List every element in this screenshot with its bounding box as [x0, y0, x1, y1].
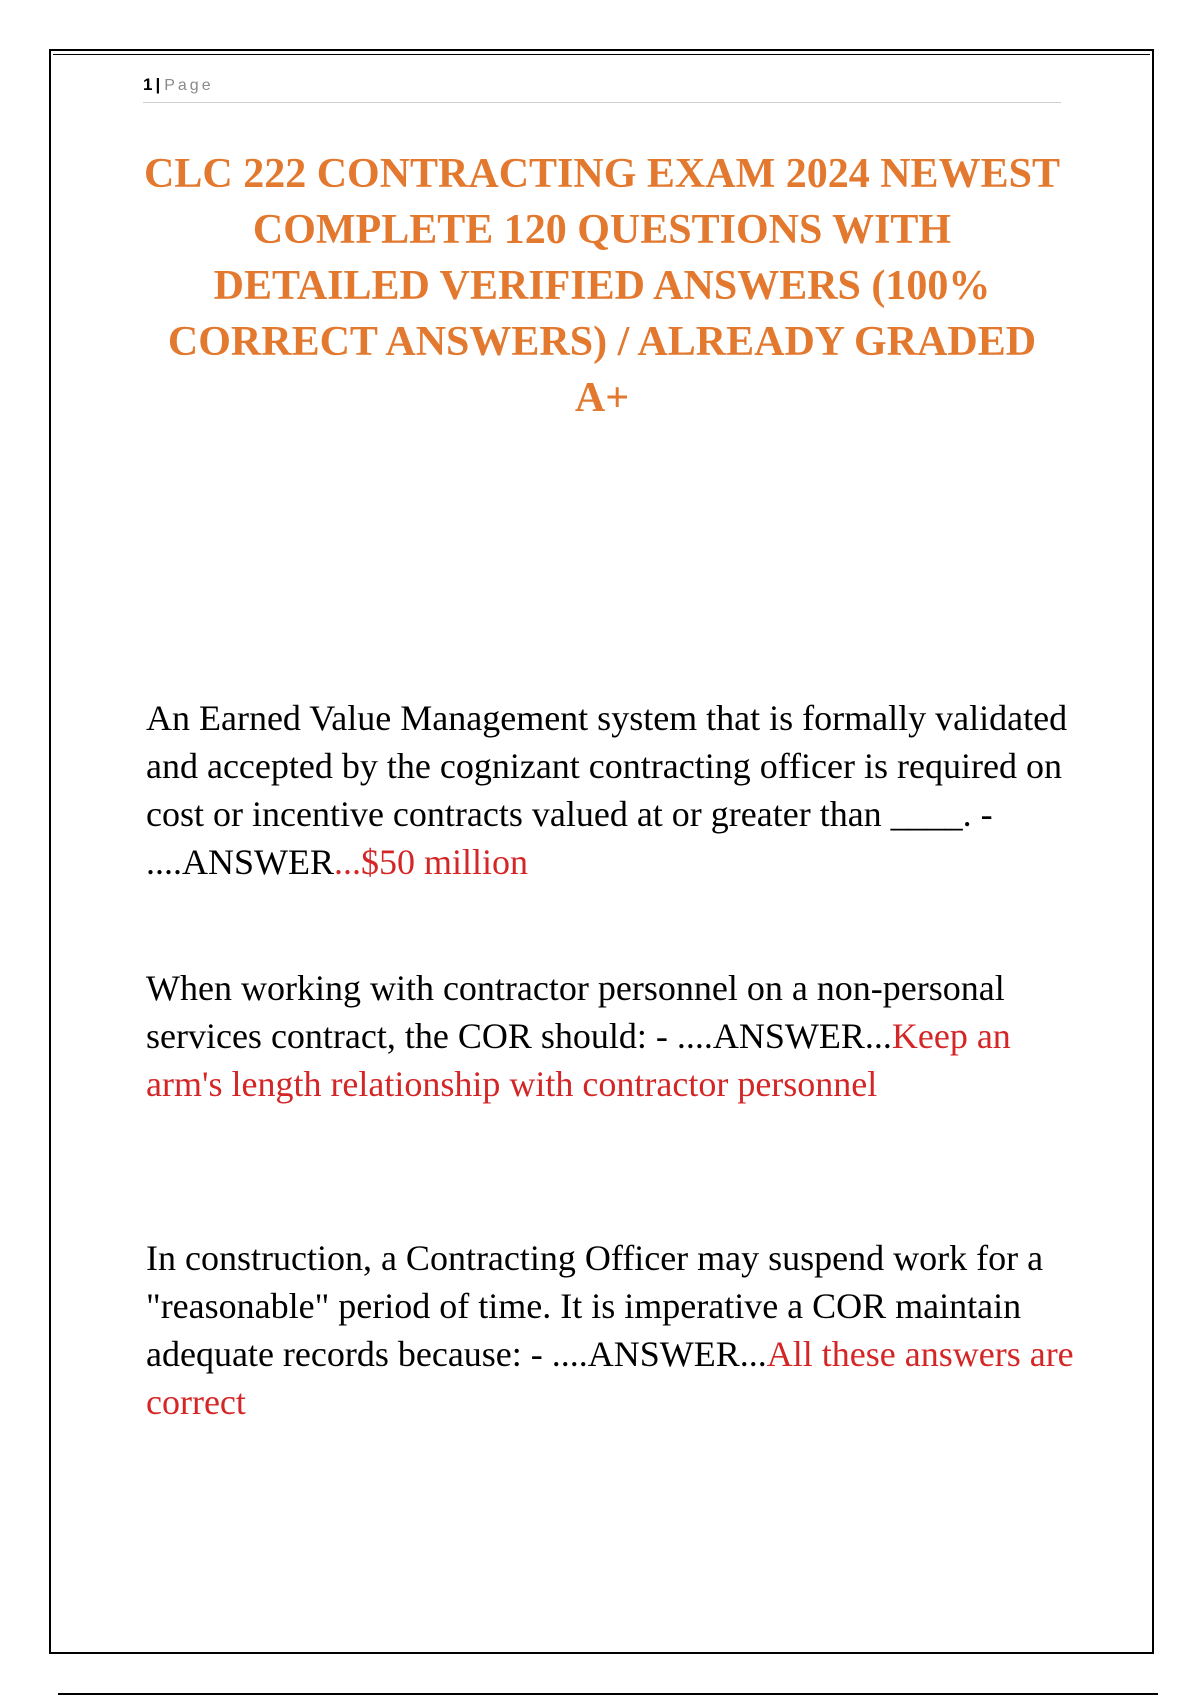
page-number: 1 [143, 75, 153, 94]
next-page-top-border [58, 1693, 1158, 1695]
question-block-2 [146, 964, 1076, 1108]
question-block-3 [146, 1234, 1076, 1426]
answer-text: Keep an arm's length relationship with contractor personnel [146, 1016, 1011, 1104]
page-separator: | [155, 75, 161, 94]
question-text: In construction, a Contracting Officer may suspend work for a "reasonable" period of time. It is imperative a COR maintain adequate records because: - ....ANSWER... [146, 1238, 1044, 1374]
question-text: When working with contractor personnel on a non-personal services contract, the COR should: - ....ANSWER... [146, 968, 1005, 1056]
question-text: An Earned Value Management system that is formally validated and accepted by the cognizant contracting officer is required on cost or incentive contracts valued at or greater than ____. - ....ANSWER [146, 698, 1068, 882]
answer-text: ...$50 million [334, 842, 529, 882]
page-header [143, 72, 1061, 103]
answer-text: All these answers are correct [146, 1334, 1074, 1422]
page-label: Page [164, 77, 214, 94]
question-block-1 [146, 694, 1076, 886]
document-title: CLC 222 CONTRACTING EXAM 2024 NEWEST COMPLETE 120 QUESTIONS WITH DETAILED VERIFIED ANSWERS (100% CORRECT ANSWERS) / ALREADY GRADED A+ [144, 151, 1060, 421]
